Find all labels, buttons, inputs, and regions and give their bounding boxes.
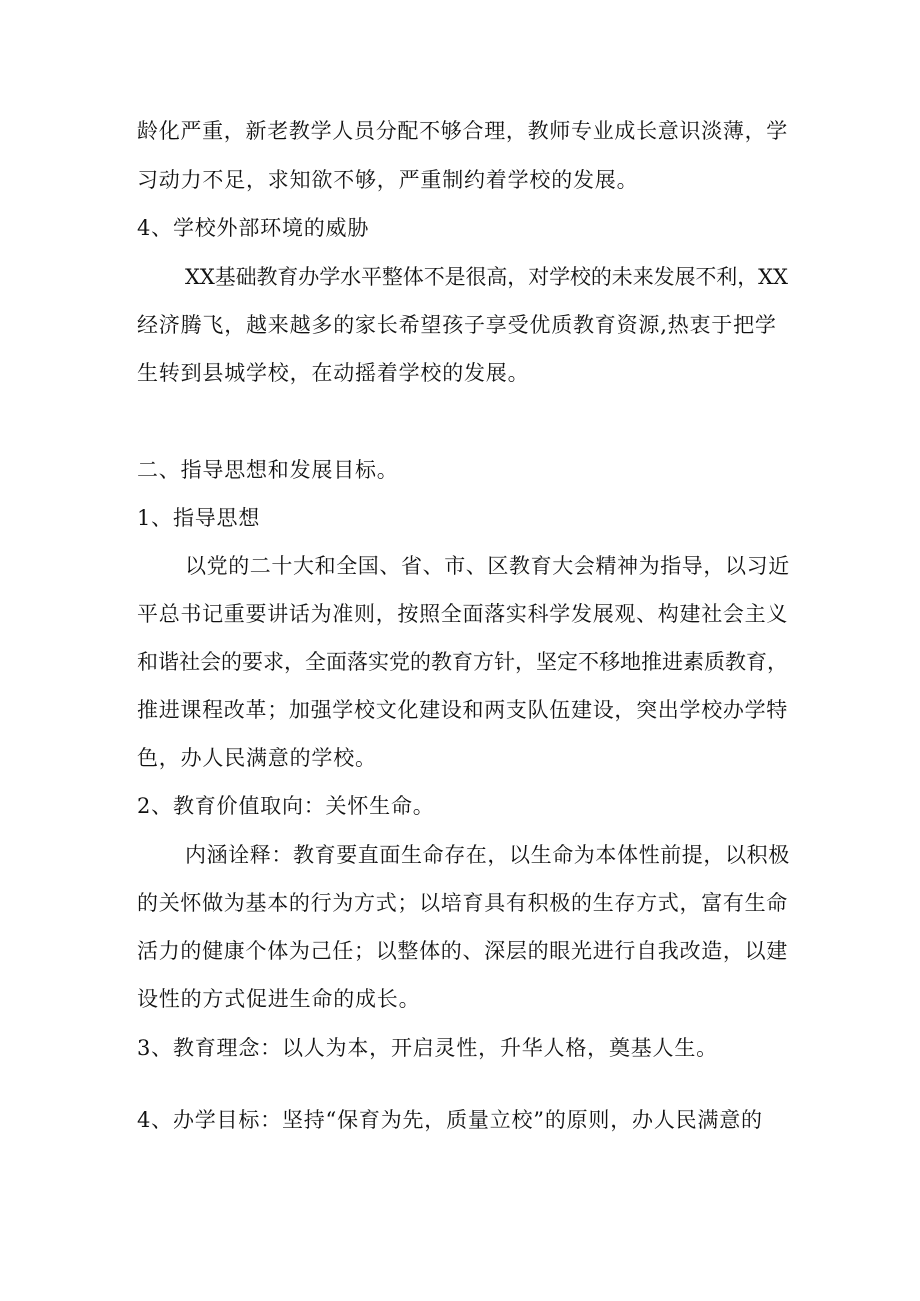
text-line: 生转到县城学校，在动摇着学校的发展。 [137, 361, 530, 385]
text-line: 设性的方式促进生命的成长。 [137, 987, 421, 1011]
section-heading: 4、学校外部环境的威胁 [137, 216, 370, 240]
text-line: 龄化严重，新老教学人员分配不够合理，教师专业成长意识淡薄，学 [137, 119, 788, 143]
section-heading: 4、办学目标：坚持“保育为先，质量立校”的原则，办人民满意的 [137, 1108, 763, 1132]
text-line: 活力的健康个体为己任；以整体的、深层的眼光进行自我改造，以建 [137, 939, 788, 963]
text-line: 的关怀做为基本的行为方式；以培育具有积极的生存方式，富有生命 [137, 891, 788, 915]
text-line: XX基础教育办学水平整体不是很高，对学校的未来发展不利，XX [185, 265, 788, 289]
text-line: 以党的二十大和全国、省、市、区教育大会精神为指导，以习近 [185, 554, 790, 578]
text-line: 推进课程改革；加强学校文化建设和两支队伍建设，突出学校办学特 [137, 698, 788, 722]
text-line: 习动力不足，求知欲不够，严重制约着学校的发展。 [137, 168, 639, 192]
text-line: 经济腾飞，越来越多的家长希望孩子享受优质教育资源,热衷于把学 [137, 313, 777, 337]
text-line: 色，办人民满意的学校。 [137, 746, 377, 770]
text-line: 内涵诠释：教育要直面生命存在，以生命为本体性前提，以积极 [185, 843, 790, 867]
section-heading: 3、教育理念：以人为本，开启灵性，升华人格，奠基人生。 [137, 1036, 718, 1060]
text-line: 平总书记重要讲话为准则，按照全面落实科学发展观、构建社会主义 [137, 602, 788, 626]
section-heading: 1、指导思想 [137, 506, 261, 530]
chapter-heading: 二、指导思想和发展目标。 [137, 458, 399, 482]
section-heading: 2、教育价值取向：关怀生命。 [137, 794, 435, 818]
text-line: 和谐社会的要求，全面落实党的教育方针，坚定不移地推进素质教育， [137, 650, 788, 674]
